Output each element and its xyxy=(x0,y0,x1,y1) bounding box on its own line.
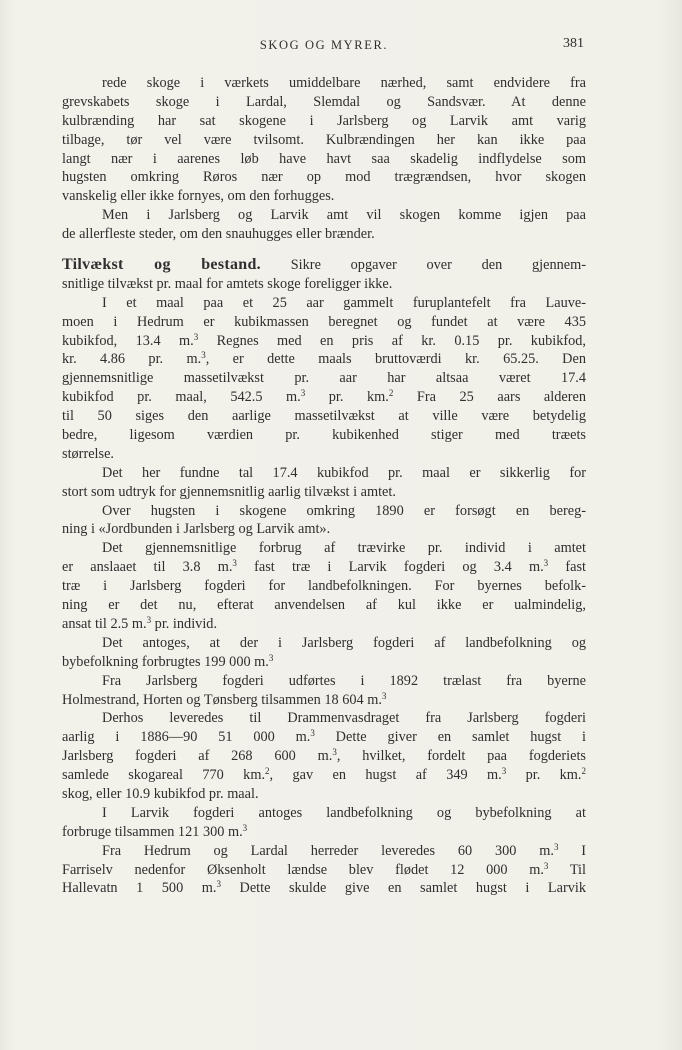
section-first-line-rest: Sikre opgaver over den gjennem- xyxy=(260,257,586,274)
paragraph xyxy=(62,206,586,244)
text-line: bybefolkning forbrugtes 199 000 m.$^3$ xyxy=(62,652,274,670)
text-line: skog, eller 10.9 kubikfod pr. maal. xyxy=(62,785,259,802)
text-line: forbruge tilsammen 121 300 m.$^3$ xyxy=(62,822,248,840)
text-line: gjennemsnitlige massetilvækst pr. aar har altsaa været 17.4 xyxy=(62,370,586,387)
text-line: kulbrænding har sat skogene i Jarlsberg og Larvik amt varig xyxy=(62,112,586,129)
text-line: Over hugsten i skogene omkring 1890 er forsøgt en bereg- xyxy=(102,502,586,519)
text-line: er anslaaet til 3.8 m.$^3$ fast træ i Larvik fogderi og 3.4 m.$^3$ fast xyxy=(62,558,586,576)
text-line: Det gjennemsnitlige forbrug af trævirke pr. individ i amtet xyxy=(102,540,586,557)
text-line: aarlig i 1886—90 51 000 m.$^3$ Dette giver en samlet hugst i xyxy=(62,728,586,746)
text-line: Fra Jarlsberg fogderi udførtes i 1892 trælast fra byerne xyxy=(102,672,586,689)
text-line: snitlige tilvækst pr. maal for amtets skoge foreligger ikke. xyxy=(62,275,393,292)
text-line: Holmestrand, Horten og Tønsberg tilsammen 18 604 m.$^3$ xyxy=(62,690,387,708)
text-line: Derhos leveredes til Drammenvasdraget fra Jarlsberg fogderi xyxy=(102,710,586,727)
text-line: I Larvik fogderi antoges landbefolkning og bybefolkning at xyxy=(102,804,586,821)
text-line: moen i Hedrum er kubikmassen beregnet og fundet at være 435 xyxy=(62,313,586,330)
text-line: ning er det nu, efterat anvendelsen af kul ikke er ualmindelig, xyxy=(62,597,586,614)
text-line: Farriselv nedenfor Øksenholt lændse blev flødet 12 000 m.$^3$ Til xyxy=(62,860,586,878)
paragraph xyxy=(62,464,586,502)
text-line: hugsten omkring Røros nær op mod trægrændsen, hvor skogen xyxy=(62,169,586,186)
text-line: Jarlsberg fogderi af 268 600 m.$^3$, hvilket, fordelt paa fogderiets xyxy=(62,747,586,765)
paragraph xyxy=(62,539,586,633)
text-line: træ i Jarlsberg fogderi for landbefolkningen. For byernes befolk- xyxy=(62,578,586,595)
paragraph xyxy=(62,294,586,464)
page-header xyxy=(62,36,586,58)
text-line: kubikfod pr. maal, 542.5 m.$^3$ pr. km.$^2$ Fra 25 aars alderen xyxy=(62,388,586,406)
text-line: vanskelig eller ikke fornyes, om den forhugges. xyxy=(62,188,335,205)
text-line: Hallevatn 1 500 m.$^3$ Dette skulde give en samlet hugst i Larvik xyxy=(62,879,586,897)
paragraph xyxy=(62,74,586,206)
text-line: Fra Hedrum og Lardal herreder leveredes 60 300 m.$^3$ I xyxy=(102,841,586,859)
page-body xyxy=(62,74,586,898)
text-line: Men i Jarlsberg og Larvik amt vil skogen komme igjen paa xyxy=(102,207,586,224)
section-first-line xyxy=(62,256,586,275)
paragraph xyxy=(62,634,586,672)
text-line: I et maal paa et 25 aar gammelt furuplantefelt fra Lauve- xyxy=(102,294,586,311)
paragraph xyxy=(62,672,586,710)
paragraph xyxy=(62,804,586,842)
text-line: til 50 siges den aarlige massetilvækst at ville være betydelig xyxy=(62,408,586,425)
running-head: SKOG OG MYRER. xyxy=(259,38,389,52)
paragraph xyxy=(62,709,586,803)
text-line: samlede skogareal 770 km.$^2$, gav en hugst af 349 m.$^3$ pr. km.$^2$ xyxy=(62,766,587,784)
text-line: Det antoges, at der i Jarlsberg fogderi af landbefolkning og xyxy=(102,634,586,651)
text-line: kr. 4.86 pr. m.$^3$, er dette maals bruttoværdi kr. 65.25. Den xyxy=(62,350,586,368)
text-line: tilbage, tør vel være tvilsomt. Kulbrændingen her kan ikke paa xyxy=(62,131,586,148)
text-line: bedre, ligesom værdien pr. kubikenhed stiger med træets xyxy=(62,427,586,444)
text-line: ansat til 2.5 m.$^3$ pr. individ. xyxy=(62,614,218,632)
text-line: de allerfleste steder, om den snauhugges eller brænder. xyxy=(62,226,375,243)
text-line: rede skoge i værkets umiddelbare nærhed, samt endvidere fra xyxy=(102,75,586,91)
text-line: grevskabets skoge i Lardal, Slemdal og Sandsvær. At denne xyxy=(62,93,586,110)
text-line: stort som udtryk for gjennemsnitlig aarlig tilvækst i amtet. xyxy=(62,483,396,500)
text-line: størrelse. xyxy=(62,445,115,462)
text-line: Det her fundne tal 17.4 kubikfod pr. maal er sikkerlig for xyxy=(102,464,586,481)
page-number: 381 xyxy=(563,36,584,51)
section-paragraph xyxy=(62,256,586,294)
section-heading: Tilvækst og bestand. xyxy=(62,256,261,274)
text-line: kubikfod, 13.4 m.$^3$ Regnes med en pris af kr. 0.15 pr. kubikfod, xyxy=(62,331,586,349)
paragraph xyxy=(62,842,586,899)
text-line: langt nær i aarenes løb have havt saa skadelig indflydelse som xyxy=(62,150,586,167)
text-line: ning i «Jordbunden i Jarlsberg og Larvik amt». xyxy=(62,521,331,538)
paragraph xyxy=(62,502,586,540)
